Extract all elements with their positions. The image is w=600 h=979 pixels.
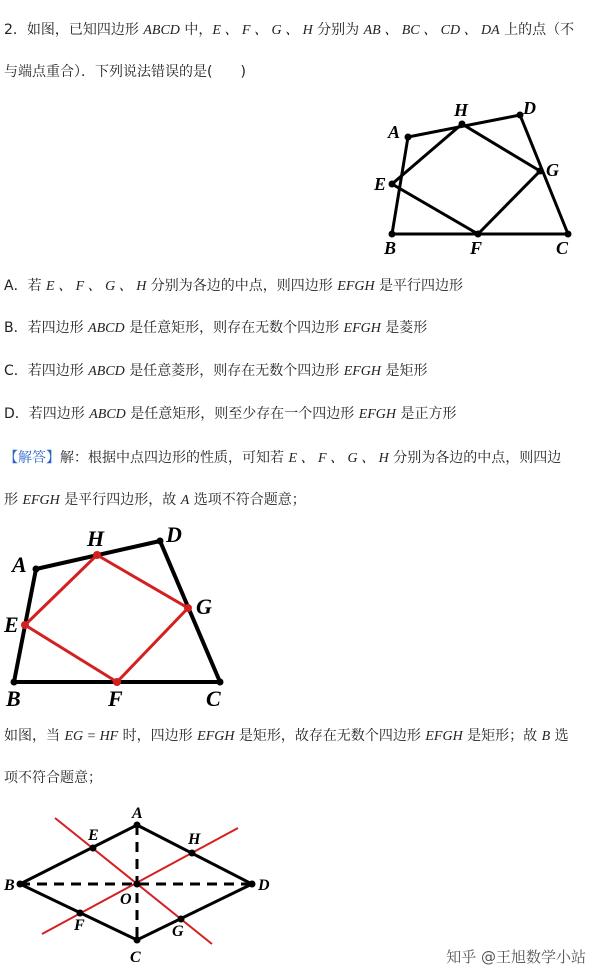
label-f: F <box>108 686 123 711</box>
math: EFGH <box>197 729 235 744</box>
math: EFGH <box>22 493 60 508</box>
point-a <box>405 134 412 141</box>
label-b: B <box>6 686 21 711</box>
question-line-2: 与端点重合）．下列说法错误的是( ) <box>4 64 246 80</box>
label-c: C <box>130 949 141 966</box>
math: EG = HF <box>64 729 119 744</box>
point-g <box>184 604 192 612</box>
math: B <box>541 729 551 744</box>
math: ABCD <box>88 364 125 379</box>
point-h <box>93 551 101 559</box>
text: 是任意矩形，则存在无数个四边形 <box>124 320 344 336</box>
text: A．若 <box>4 278 47 294</box>
quad-abcd <box>392 115 568 234</box>
point-h <box>459 121 466 128</box>
text: 选项不符合题意； <box>189 492 306 508</box>
point-e <box>21 621 29 629</box>
point-b <box>11 679 18 686</box>
option-b <box>4 318 427 339</box>
label-h: H <box>454 100 469 120</box>
point-c <box>134 937 141 944</box>
point-d <box>157 538 164 545</box>
label-g: G <box>196 594 212 619</box>
text: 是平行四边形，故 <box>59 492 181 508</box>
label-d: D <box>523 98 536 118</box>
point-e <box>90 845 97 852</box>
label-g: G <box>172 923 184 940</box>
point-g <box>178 916 185 923</box>
answer-tag: 【解答】 <box>4 450 60 466</box>
figure-3 <box>0 800 290 975</box>
point-e <box>389 181 396 188</box>
text: B．若四边形 <box>4 320 89 336</box>
math: EFGH <box>337 279 375 294</box>
point-d <box>249 881 256 888</box>
text: 是正方形 <box>396 406 457 422</box>
point-h <box>189 850 196 857</box>
label-a: A <box>388 122 401 142</box>
point-o <box>134 881 141 888</box>
label-d: D <box>166 522 182 547</box>
point-c <box>565 231 572 238</box>
question-line-1 <box>4 20 574 41</box>
math: E 、 F 、 G 、 H <box>288 451 389 466</box>
figure-2 <box>0 522 260 712</box>
answer-line-2 <box>4 490 306 511</box>
point-f <box>475 231 482 238</box>
text: C．若四边形 <box>4 363 89 379</box>
text: 如图，当 <box>4 728 65 744</box>
text: 是矩形 <box>381 363 428 379</box>
text: 是平行四边形 <box>374 278 464 294</box>
watermark: 知乎 @王旭数学小站 <box>446 948 586 966</box>
text: 上的点（不 <box>499 22 575 38</box>
math: EFGH <box>425 729 463 744</box>
text: 分别为各边的中点，则四边形 <box>146 278 338 294</box>
option-a <box>4 276 463 297</box>
option-d <box>4 404 456 425</box>
text: 分别为 <box>312 22 364 38</box>
math: EFGH <box>343 364 382 379</box>
label-b: B <box>4 877 15 894</box>
point-a <box>134 822 141 829</box>
text: 时，四边形 <box>118 728 198 744</box>
label-f: F <box>470 238 483 258</box>
math: A <box>180 493 190 508</box>
math: AB 、 BC 、 CD 、 DA <box>363 23 500 38</box>
math: ABCD <box>88 321 125 336</box>
text: 是任意菱形，则存在无数个四边形 <box>124 363 344 379</box>
label-e: E <box>374 174 387 194</box>
point-f <box>113 678 121 686</box>
figure-1 <box>370 92 590 262</box>
text: D．若四边形 <box>4 406 90 422</box>
quad-efgh <box>392 124 540 234</box>
math: EFGH <box>343 321 381 336</box>
text: 分别为各边的中点，则四边 <box>388 450 562 466</box>
label-h: H <box>87 526 105 551</box>
text: 形 <box>4 492 23 508</box>
math: ABCD <box>143 23 180 38</box>
point-c <box>217 679 224 686</box>
label-e: E <box>4 612 19 637</box>
label-h: H <box>188 831 201 848</box>
point-f <box>77 910 84 917</box>
label-g: G <box>546 160 559 180</box>
text: 2．如图，已知四边形 <box>4 22 144 38</box>
quad-efgh-red <box>25 555 188 682</box>
text: 中， <box>179 22 213 38</box>
label-d: D <box>258 877 270 894</box>
answer-line-1 <box>4 448 561 469</box>
red-line-eg <box>42 828 238 934</box>
point-a <box>33 566 40 573</box>
point-g <box>537 168 544 175</box>
math: E 、 F 、 G 、 H <box>212 23 313 38</box>
answer-line-4: 项不符合题意； <box>4 770 102 786</box>
option-c <box>4 361 427 382</box>
label-a: A <box>12 552 27 577</box>
math: E 、 F 、 G 、 H <box>46 279 147 294</box>
text: 选 <box>550 728 569 744</box>
text: 解：根据中点四边形的性质，可知若 <box>60 450 289 466</box>
label-b: B <box>384 238 397 258</box>
text: 是矩形；故 <box>462 728 542 744</box>
label-f: F <box>74 917 85 934</box>
math: ABCD <box>89 407 126 422</box>
point-b <box>389 231 396 238</box>
label-a: A <box>132 805 143 822</box>
label-o: O <box>120 891 132 908</box>
label-c: C <box>556 238 569 258</box>
label-e: E <box>88 827 99 844</box>
label-c: C <box>206 686 221 711</box>
math: EFGH <box>358 407 397 422</box>
text: 是菱形 <box>380 320 428 336</box>
answer-line-3 <box>4 726 569 747</box>
text: 是任意矩形，则至少存在一个四边形 <box>125 406 359 422</box>
text: 是矩形，故存在无数个四边形 <box>234 728 426 744</box>
point-b <box>17 881 24 888</box>
